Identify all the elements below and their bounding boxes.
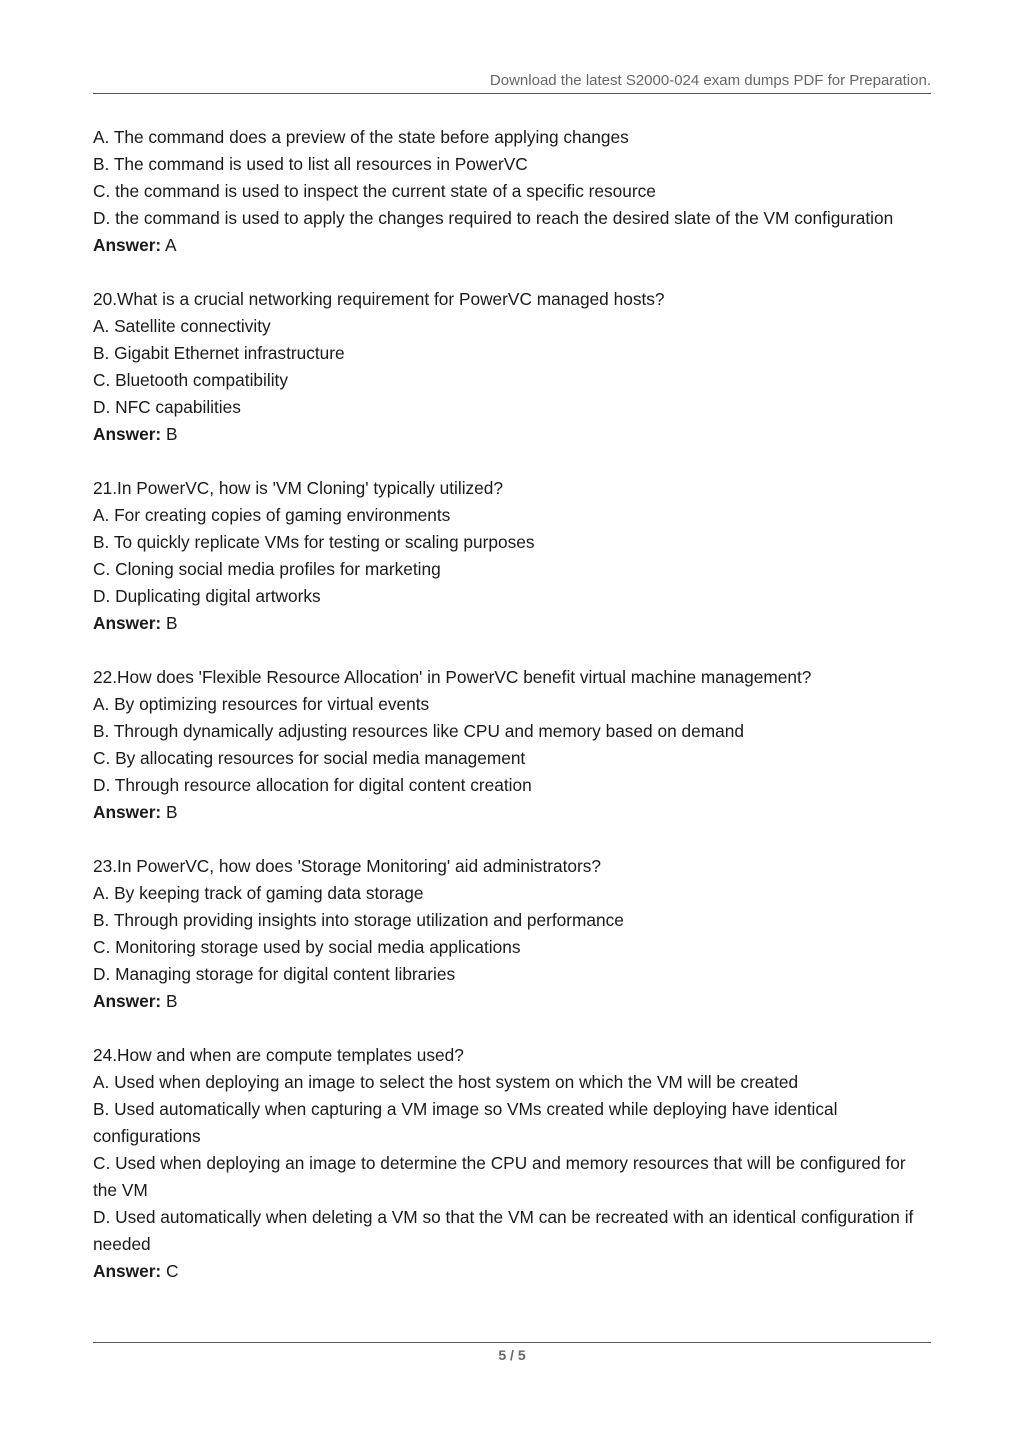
answer-line xyxy=(93,988,931,1015)
option-a: A. By keeping track of gaming data storage xyxy=(93,883,424,903)
page-footer xyxy=(93,1342,931,1363)
question-text: 20.What is a crucial networking requirement for PowerVC managed hosts? xyxy=(93,289,665,309)
answer-label: Answer: xyxy=(93,1261,162,1281)
question-text: 22.How does 'Flexible Resource Allocation' in PowerVC benefit virtual machine management? xyxy=(93,667,812,687)
option-d: D. Duplicating digital artworks xyxy=(93,586,321,606)
option-c: C. the command is used to inspect the current state of a specific resource xyxy=(93,181,656,201)
document-body xyxy=(93,124,931,1312)
question-text: 24.How and when are compute templates used? xyxy=(93,1045,464,1065)
question-block xyxy=(93,1042,931,1285)
option-b: B. The command is used to list all resources in PowerVC xyxy=(93,154,528,174)
option-b: B. Through dynamically adjusting resources like CPU and memory based on demand xyxy=(93,721,744,741)
option-b: B. Through providing insights into storage utilization and performance xyxy=(93,910,624,930)
option-c: C. Cloning social media profiles for marketing xyxy=(93,559,441,579)
question-block xyxy=(93,664,931,826)
option-d: D. Through resource allocation for digital content creation xyxy=(93,775,532,795)
answer-label: Answer: xyxy=(93,613,162,633)
answer-label: Answer: xyxy=(93,802,162,822)
option-b: B. To quickly replicate VMs for testing or scaling purposes xyxy=(93,532,535,552)
option-a: A. By optimizing resources for virtual events xyxy=(93,694,430,714)
option-d: D. NFC capabilities xyxy=(93,397,241,417)
answer-label: Answer: xyxy=(93,235,162,255)
page-number: 5 / 5 xyxy=(498,1347,526,1363)
answer-line xyxy=(93,799,931,826)
question-block xyxy=(93,286,931,448)
header-text: Download the latest S2000-024 exam dumps PDF for Preparation. xyxy=(489,72,931,89)
answer-line xyxy=(93,421,931,448)
option-c: C. By allocating resources for social media management xyxy=(93,748,526,768)
question-text: 23.In PowerVC, how does 'Storage Monitoring' aid administrators? xyxy=(93,856,602,876)
option-a: A. For creating copies of gaming environments xyxy=(93,505,451,525)
question-block xyxy=(93,853,931,1015)
answer-line xyxy=(93,1258,931,1285)
page-header xyxy=(93,72,931,94)
option-c: C. Monitoring storage used by social media applications xyxy=(93,937,521,957)
option-d: D. Managing storage for digital content libraries xyxy=(93,964,456,984)
answer-line xyxy=(93,232,931,259)
question-block xyxy=(93,475,931,637)
option-a: A. The command does a preview of the state before applying changes xyxy=(93,127,629,147)
answer-label: Answer: xyxy=(93,424,162,444)
answer-value: A xyxy=(161,235,177,255)
answer-line xyxy=(93,610,931,637)
answer-value: B xyxy=(161,613,178,633)
option-c: C. Used when deploying an image to determine the CPU and memory resources that will be configured for the VM xyxy=(93,1153,906,1200)
option-d: D. Used automatically when deleting a VM so that the VM can be recreated with an identical configuration if needed xyxy=(93,1207,914,1254)
option-b: B. Gigabit Ethernet infrastructure xyxy=(93,343,345,363)
option-b: B. Used automatically when capturing a VM image so VMs created while deploying have identical configurations xyxy=(93,1099,838,1146)
answer-value: B xyxy=(161,991,178,1011)
question-block xyxy=(93,124,931,259)
answer-value: B xyxy=(161,424,178,444)
answer-value: C xyxy=(161,1261,179,1281)
option-c: C. Bluetooth compatibility xyxy=(93,370,288,390)
option-d: D. the command is used to apply the changes required to reach the desired slate of the VM configuration xyxy=(93,208,894,228)
option-a: A. Used when deploying an image to select the host system on which the VM will be created xyxy=(93,1072,799,1092)
answer-value: B xyxy=(161,802,178,822)
answer-label: Answer: xyxy=(93,991,162,1011)
option-a: A. Satellite connectivity xyxy=(93,316,271,336)
question-text: 21.In PowerVC, how is 'VM Cloning' typically utilized? xyxy=(93,478,504,498)
